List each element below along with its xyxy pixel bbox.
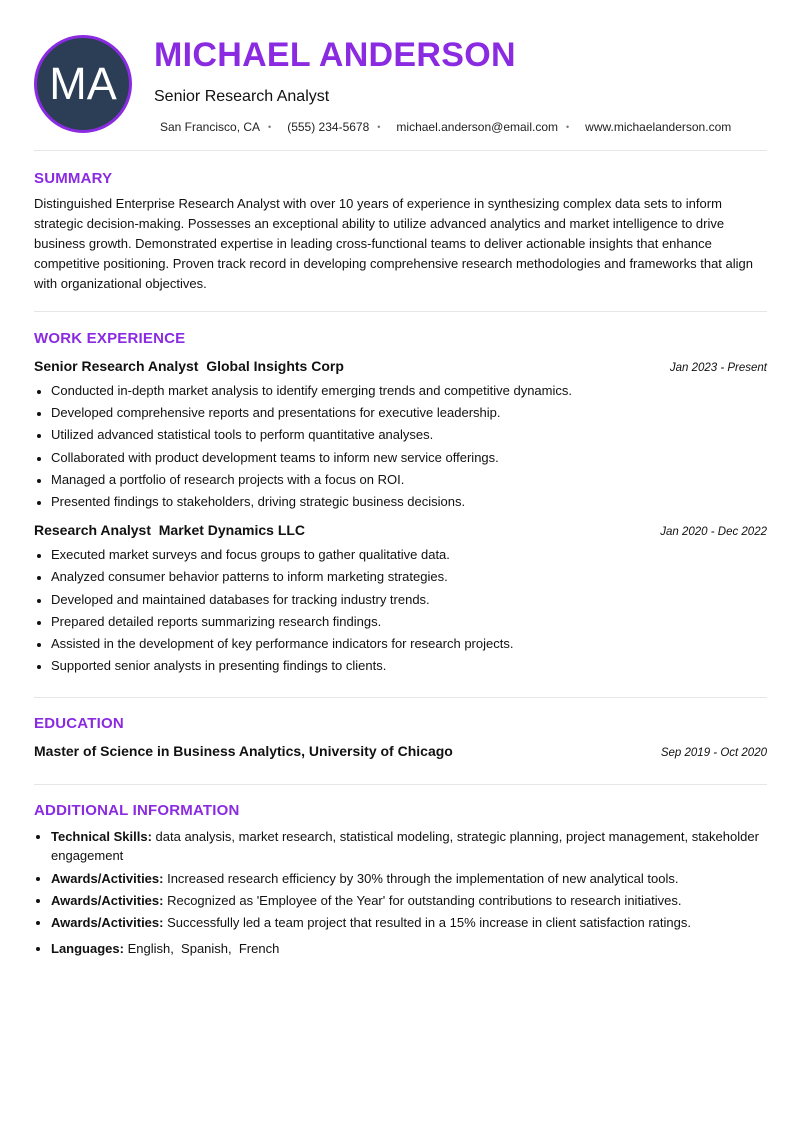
job-title: Research Analyst Market Dynamics LLC xyxy=(34,522,306,539)
item-label: Technical Skills: xyxy=(51,829,152,845)
education-section xyxy=(34,698,767,785)
list-item: • Analyzed consumer behavior patterns to inform marketing strategies. xyxy=(51,566,767,588)
list-item: • Conducted in-depth market analysis to identify emerging trends and competitive dynamics. xyxy=(51,380,767,402)
list-item: • Presented findings to stakeholders, driving strategic business decisions. xyxy=(51,491,767,513)
additional-info-list xyxy=(34,827,767,958)
degree-title: Master of Science in Business Analytics, University of Chicago xyxy=(34,743,453,760)
list-item xyxy=(51,891,767,910)
avatar-initials: MA xyxy=(49,58,117,109)
section-heading: EDUCATION xyxy=(34,715,124,733)
additional-info-section xyxy=(34,785,767,958)
bullet-separator-icon: • xyxy=(268,122,272,132)
list-item: • Supported senior analysts in presenting findings to clients. xyxy=(51,655,767,677)
job-title: Senior Research Analyst Global Insights Corp xyxy=(34,358,344,374)
experience-section xyxy=(34,312,767,698)
section-heading: ADDITIONAL INFORMATION xyxy=(34,802,240,820)
bullet-separator-icon: • xyxy=(566,122,570,132)
list-item: • Managed a portfolio of research projects with a focus on ROI. xyxy=(51,469,767,491)
contact-phone: (555) 234-5678 xyxy=(287,120,370,134)
item-label: Languages: xyxy=(51,941,124,957)
list-item xyxy=(51,939,767,958)
list-item xyxy=(51,913,767,932)
list-item xyxy=(51,869,767,888)
item-label: Awards/Activities: xyxy=(51,871,164,887)
job-dates: Jan 2020 - Dec 2022 xyxy=(660,526,767,539)
item-text: Increased research efficiency by 30% through the implementation of new analytical tools. xyxy=(163,871,679,887)
list-item: • Developed and maintained databases for tracking industry trends. xyxy=(51,589,767,611)
item-label: Awards/Activities: xyxy=(51,893,164,909)
job-entry xyxy=(34,358,767,513)
resume-page xyxy=(34,0,767,962)
candidate-title: Senior Research Analyst xyxy=(154,88,330,105)
job-bullets xyxy=(34,544,767,677)
section-heading: WORK EXPERIENCE xyxy=(34,330,186,347)
item-text: Recognized as 'Employee of the Year' for outstanding contributions to research initiatives. xyxy=(163,893,682,909)
contact-email[interactable]: michael.anderson@email.com xyxy=(396,120,559,134)
avatar xyxy=(34,35,132,133)
item-text: Successfully led a team project that resulted in a 15% increase in client satisfaction ratings. xyxy=(163,915,691,931)
contact-website[interactable]: www.michaelanderson.com xyxy=(585,120,732,134)
summary-section xyxy=(34,151,767,312)
education-dates: Sep 2019 - Oct 2020 xyxy=(660,747,767,760)
contact-line xyxy=(160,120,731,134)
summary-text: Distinguished Enterprise Research Analyst with over 10 years of experience in synthesizing complex data sets to inform strategic decision-making. Possesses an exceptional ability to utilize advanced analytics and market intelligence to drive business growth. Demonstrated expertise in leading cross-functional teams to deliver actionable insights that enhance competitive positioning. Proven track record in developing comprehensive research methodologies and frameworks that align with organizational objectives. xyxy=(34,196,753,291)
list-item: • Collaborated with product development teams to inform new service offerings. xyxy=(51,447,767,469)
list-item: • Utilized advanced statistical tools to perform quantitative analyses. xyxy=(51,424,767,446)
resume-header xyxy=(34,0,767,151)
candidate-name: MICHAEL ANDERSON xyxy=(154,36,516,74)
list-item: • Executed market surveys and focus groups to gather qualitative data. xyxy=(51,544,767,566)
bullet-separator-icon: • xyxy=(377,122,381,132)
list-item xyxy=(51,827,767,865)
list-item: • Assisted in the development of key performance indicators for research projects. xyxy=(51,633,767,655)
job-bullets xyxy=(34,380,767,513)
item-text: English, Spanish, French xyxy=(123,941,280,957)
job-dates: Jan 2023 - Present xyxy=(669,362,767,374)
section-heading: SUMMARY xyxy=(34,170,113,187)
item-label: Awards/Activities: xyxy=(51,915,164,931)
contact-location: San Francisco, CA xyxy=(160,120,261,134)
item-text: data analysis, market research, statistical modeling, strategic planning, project management, stakeholder engagement xyxy=(51,829,759,864)
list-item: • Prepared detailed reports summarizing research findings. xyxy=(51,611,767,633)
list-item: • Developed comprehensive reports and presentations for executive leadership. xyxy=(51,402,767,424)
job-entry xyxy=(34,522,767,677)
